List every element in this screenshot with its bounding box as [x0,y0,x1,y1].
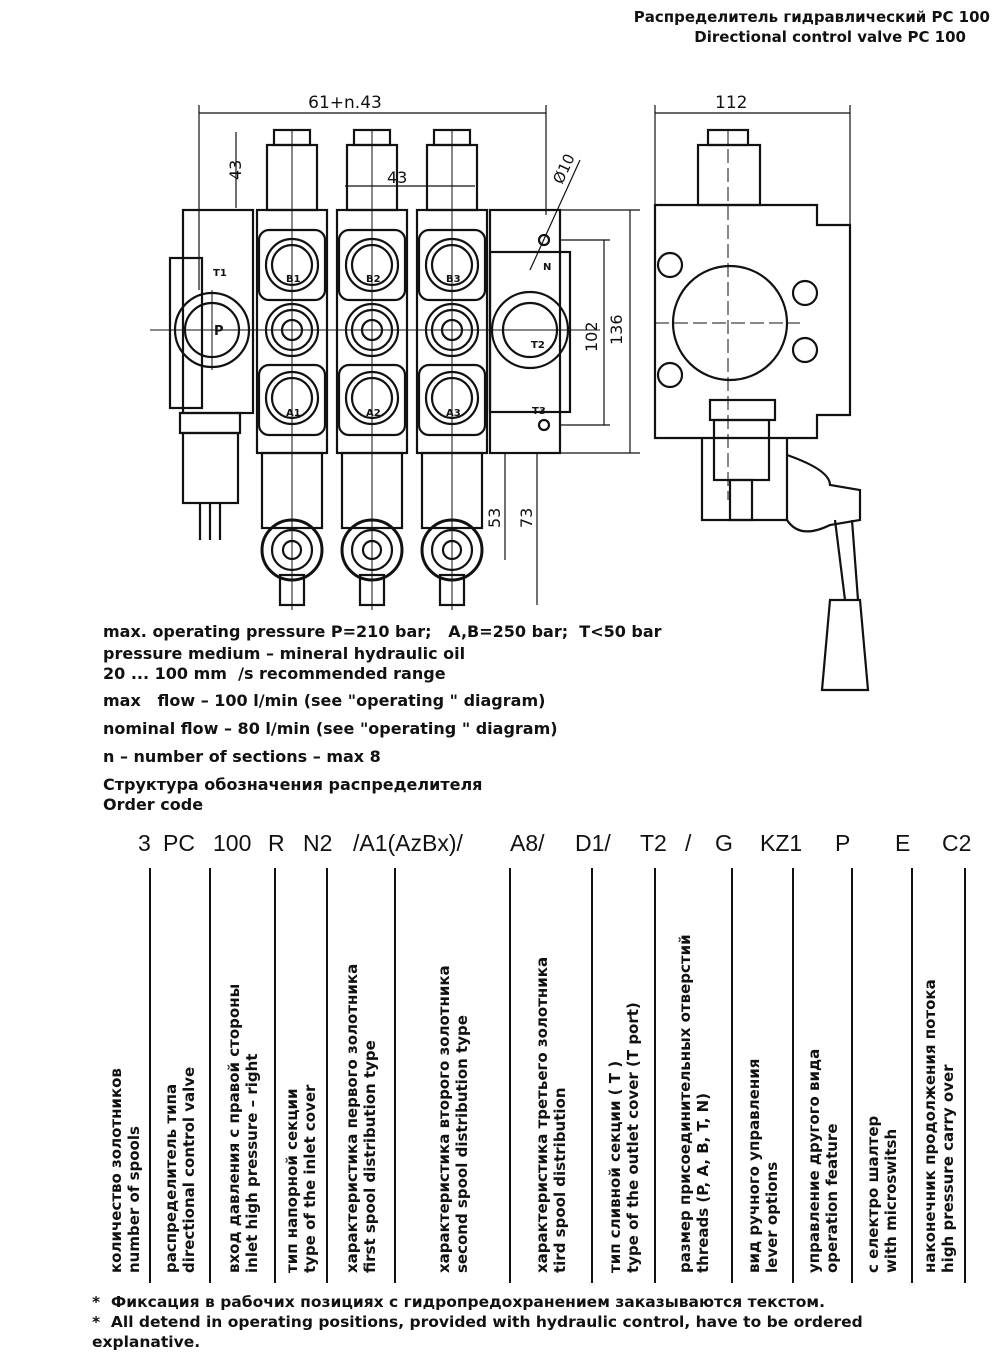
legend-text [864,875,900,1273]
legend-text [606,875,642,1273]
legend-ru: вид ручного управления [744,1058,763,1273]
dim-cap: 43 [226,159,245,180]
legend-text [283,875,319,1273]
legend-column [732,875,793,1273]
order-code-segment: 3 [138,830,151,856]
legend-ru: количество золотников [107,1068,125,1273]
order-code-segment: N2 [303,830,333,856]
legend-ru: характеристика второго золотника [434,965,453,1273]
side-view [655,93,868,690]
legend-column [275,875,327,1273]
order-code-segment: D1/ [575,830,611,856]
port-a3: A3 [446,408,461,419]
dim-53: 53 [485,507,504,528]
port-b2: B2 [366,274,381,285]
legend-en: tird spool distribution [551,1087,569,1273]
order-code-segment: 100 [213,830,252,856]
legend-en: inlet high pressure – right [242,1053,261,1273]
legend-en: operation feature [822,1123,841,1273]
legend-column [912,875,965,1273]
footnote-en-cont: explanative. [92,1333,201,1351]
legend-en: high pressure carry over [938,1064,957,1273]
legend-ru: с електро шалтер [864,1115,882,1273]
legend-ru: размер присоединительных отверстий [675,934,694,1273]
spec-nominal-flow: nominal flow – 80 l/min (see "operating " diagram) [103,719,558,738]
order-code-segment: A8/ [510,830,545,856]
legend-text [225,875,261,1273]
legend-en: threads (P, A, B, T, N) [693,1092,712,1273]
legend-column [592,875,655,1273]
legend-ru: тип напорной секции [283,1088,301,1273]
spec-pressure: max. operating pressure P=210 bar; A,B=250 bar; T<50 bar [103,622,662,641]
legend-column [852,875,912,1273]
port-a1: A1 [286,408,301,419]
order-code-title-en: Order code [103,795,204,814]
legend-en: lever options [762,1161,781,1273]
legend-text [435,875,471,1273]
spec-medium: pressure medium – mineral hydraulic oil [103,644,466,663]
order-code-segment: / [685,830,692,856]
dim-side: 112 [715,93,748,113]
order-code-segment: C2 [942,830,972,856]
port-b3: B3 [446,274,461,285]
port-n: N [543,262,552,273]
spec-viscosity: 20 ... 100 mm /s recommended range [103,664,446,683]
legend-ru: распределитель типа [162,1083,180,1273]
legend-text [745,875,781,1273]
legend-ru: характеристика третьего золотника [533,956,551,1273]
legend-text [676,875,712,1273]
legend-text [343,875,379,1273]
legend-en: with microswitsh [882,1128,900,1273]
legend-en: first spool distribution type [361,1040,379,1273]
legend-ru: вход давления с правой стороны [224,983,243,1273]
order-code-segment: PC [163,830,195,856]
footnote-ru: * Фиксация в рабочих позициях с гидропредохранением заказываются текстом. [92,1293,825,1311]
legend-en: type of the inlet cover [301,1084,319,1273]
port-t3: T3 [532,406,546,417]
order-code-title-ru: Структура обозначения распределителя [103,775,483,794]
dim-pitch: 43 [387,168,408,187]
legend-ru: характеристика первого золотника [343,963,361,1273]
order-code-segment: E [895,830,911,856]
legend-column [395,875,510,1273]
legend-text [533,875,569,1273]
legend-en: second spool distribution type [452,1015,471,1273]
dim-73: 73 [517,507,536,528]
legend-text [107,875,143,1273]
title-ru: Распределитель гидравлический PC 100 [633,8,990,26]
spec-sections: n – number of sections – max 8 [103,747,381,766]
order-code-segment: P [835,830,851,856]
legend-en: number of spools [125,1126,143,1273]
order-code-segment: G [715,830,733,856]
legend-text [162,875,198,1273]
port-t1: T1 [213,268,227,279]
legend-column [510,875,592,1273]
legend-column [210,875,275,1273]
legend-text [921,875,957,1273]
title-en: Directional control valve PC 100 [694,28,966,46]
port-b1: B1 [286,274,301,285]
legend-text [805,875,841,1273]
front-view [150,93,640,610]
legend-column [150,875,210,1273]
footnote-en: * All detend in operating positions, provided with hydraulic control, have to be ordered [92,1313,863,1331]
port-p: P [214,324,224,339]
dim-102: 102 [582,321,601,352]
dim-136: 136 [607,314,626,345]
legend-ru: управление другого вида [804,1048,823,1273]
legend-ru: наконечник продолжения потока [920,979,939,1273]
legend-ru: тип сливной секции ( T ) [605,1060,624,1273]
spec-max-flow: max flow – 100 l/min (see "operating " diagram) [103,691,546,710]
legend-en: directional control valve [180,1066,198,1273]
port-a2: A2 [366,408,381,419]
order-code-segment: /A1(AzBx)/ [353,830,463,856]
legend-column [655,875,732,1273]
legend-column [100,875,150,1273]
order-code-segment: T2 [640,830,667,856]
legend-column [327,875,395,1273]
order-code-segment: R [268,830,285,856]
legend-column [793,875,852,1273]
legend-en: type of the outlet cover (T port) [623,1002,642,1273]
dim-hole: Ø10 [549,151,579,187]
dim-width: 61+n.43 [308,93,382,113]
order-code-segment: KZ1 [760,830,803,856]
port-t2: T2 [531,340,545,351]
